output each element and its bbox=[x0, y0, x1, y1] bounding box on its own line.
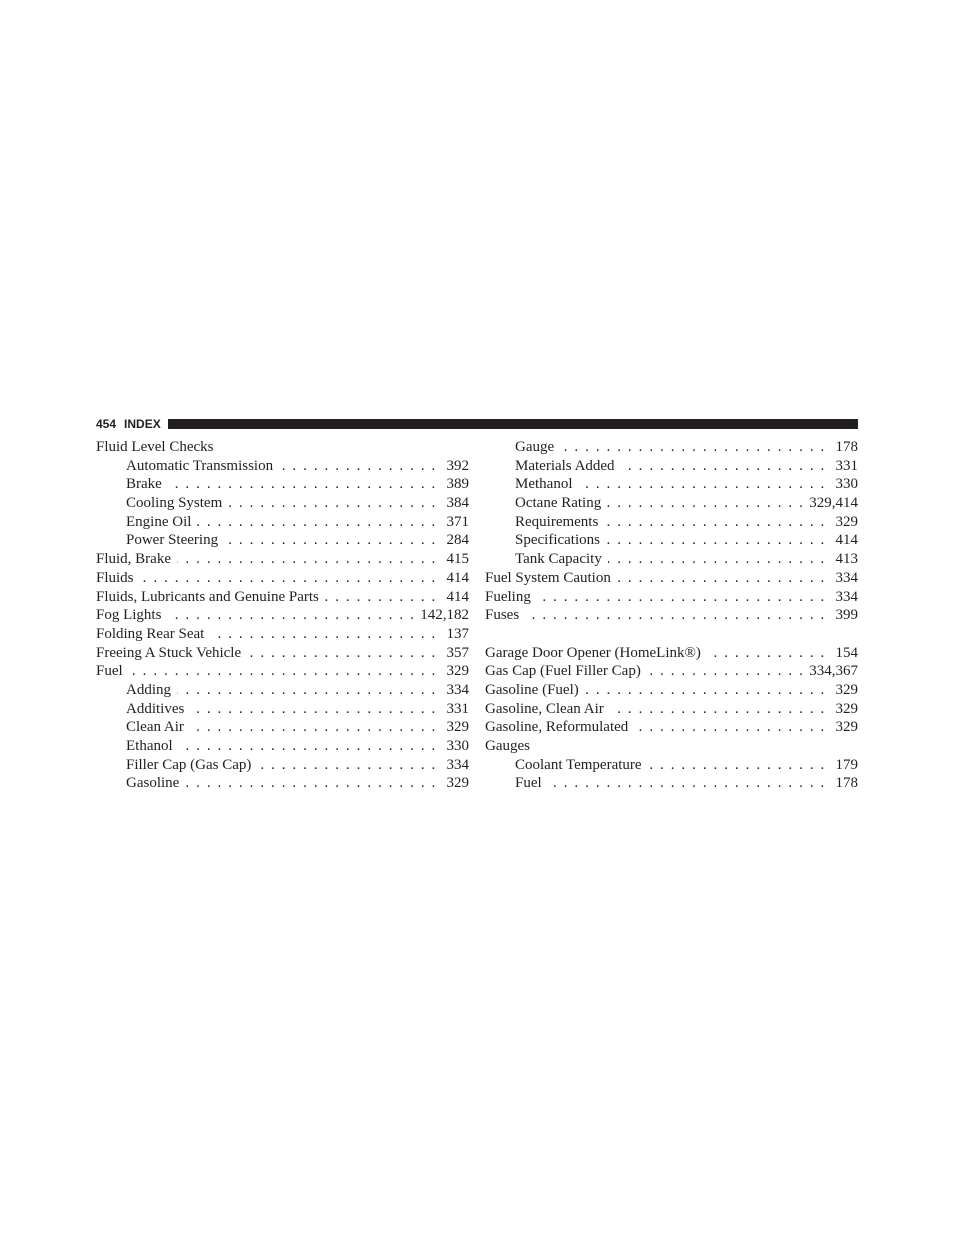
dot-leader bbox=[96, 569, 469, 588]
entry-page-ref: 331 bbox=[442, 700, 470, 719]
entry-page-ref: 334 bbox=[442, 681, 470, 700]
index-entry bbox=[96, 662, 469, 681]
entry-page-ref: 371 bbox=[442, 513, 470, 532]
index-subentry bbox=[485, 475, 858, 494]
index-subentry bbox=[485, 550, 858, 569]
index-subentry bbox=[96, 457, 469, 476]
index-subentry bbox=[485, 774, 858, 793]
entry-page-ref: 329 bbox=[442, 774, 470, 793]
index-subentry bbox=[485, 494, 858, 513]
entry-label: Gasoline, Clean Air bbox=[485, 701, 610, 717]
index-entry bbox=[485, 569, 858, 588]
entry-label: Gasoline bbox=[96, 775, 185, 791]
entry-label: Additives bbox=[96, 701, 190, 717]
entry-page-ref: 329 bbox=[831, 513, 859, 532]
entry-label: Coolant Temperature bbox=[485, 757, 648, 773]
entry-label: Garage Door Opener (HomeLink®) bbox=[485, 645, 707, 661]
entry-page-ref: 142,182 bbox=[415, 606, 469, 625]
entry-label: Gauge bbox=[485, 439, 560, 455]
index-spacer bbox=[485, 625, 858, 644]
entry-label: Clean Air bbox=[96, 719, 190, 735]
entry-label: Fluid Level Checks bbox=[96, 439, 219, 455]
entry-label: Gauges bbox=[485, 738, 536, 754]
entry-page-ref: 334 bbox=[831, 588, 859, 607]
entry-page-ref: 334,367 bbox=[804, 662, 858, 681]
index-column-left bbox=[96, 438, 469, 793]
entry-label: Fluids, Lubricants and Genuine Parts bbox=[96, 589, 325, 605]
entry-label: Engine Oil bbox=[96, 514, 197, 530]
entry-page-ref: 384 bbox=[442, 494, 470, 513]
entry-page-ref: 414 bbox=[442, 588, 470, 607]
entry-page-ref: 330 bbox=[831, 475, 859, 494]
entry-label: Fuel bbox=[485, 775, 548, 791]
entry-label: Ethanol bbox=[96, 738, 179, 754]
entry-label: Fuel System Caution bbox=[485, 570, 617, 586]
index-subentry bbox=[96, 774, 469, 793]
header-rule bbox=[168, 419, 858, 429]
index-subentry bbox=[96, 513, 469, 532]
entry-page-ref: 334 bbox=[831, 569, 859, 588]
entry-page-ref: 329 bbox=[831, 718, 859, 737]
entry-page-ref: 329 bbox=[831, 700, 859, 719]
index-subentry bbox=[485, 438, 858, 457]
index-subentry bbox=[96, 700, 469, 719]
index-subentry bbox=[485, 531, 858, 550]
index-subentry bbox=[485, 756, 858, 775]
entry-page-ref: 329 bbox=[831, 681, 859, 700]
entry-page-ref: 329 bbox=[442, 718, 470, 737]
index-entry bbox=[485, 644, 858, 663]
entry-label: Fluids bbox=[96, 570, 140, 586]
entry-label: Fuel bbox=[96, 663, 129, 679]
index-subentry bbox=[96, 475, 469, 494]
entry-page-ref: 179 bbox=[831, 756, 859, 775]
entry-label: Fuses bbox=[485, 607, 525, 623]
running-header bbox=[96, 417, 858, 431]
entry-label: Automatic Transmission bbox=[96, 458, 279, 474]
section-title: INDEX bbox=[124, 417, 161, 431]
entry-label: Power Steering bbox=[96, 532, 224, 548]
entry-page-ref: 334 bbox=[442, 756, 470, 775]
entry-label: Octane Rating bbox=[485, 495, 607, 511]
entry-page-ref: 329,414 bbox=[804, 494, 858, 513]
index-entry bbox=[96, 588, 469, 607]
entry-page-ref: 413 bbox=[831, 550, 859, 569]
entry-page-ref: 389 bbox=[442, 475, 470, 494]
entry-page-ref: 414 bbox=[831, 531, 859, 550]
entry-page-ref: 284 bbox=[442, 531, 470, 550]
index-subentry bbox=[96, 531, 469, 550]
index-entry bbox=[96, 644, 469, 663]
index-entry bbox=[485, 606, 858, 625]
entry-page-ref: 357 bbox=[442, 644, 470, 663]
index-entry bbox=[485, 588, 858, 607]
index-entry bbox=[485, 662, 858, 681]
page-number: 454 bbox=[96, 417, 117, 431]
index-entry bbox=[485, 681, 858, 700]
entry-label: Tank Capacity bbox=[485, 551, 608, 567]
index-entry bbox=[485, 718, 858, 737]
entry-label: Specifications bbox=[485, 532, 606, 548]
index-entry bbox=[96, 625, 469, 644]
entry-label: Brake bbox=[96, 476, 168, 492]
entry-label: Filler Cap (Gas Cap) bbox=[96, 757, 257, 773]
entry-label: Fog Lights bbox=[96, 607, 167, 623]
entry-label: Adding bbox=[96, 682, 177, 698]
entry-page-ref: 415 bbox=[442, 550, 470, 569]
index-entry bbox=[485, 737, 858, 756]
entry-page-ref: 331 bbox=[831, 457, 859, 476]
entry-label: Gasoline, Reformulated bbox=[485, 719, 634, 735]
index-entry bbox=[485, 700, 858, 719]
dot-leader bbox=[485, 588, 858, 607]
index-entry bbox=[96, 606, 469, 625]
entry-label: Freeing A Stuck Vehicle bbox=[96, 645, 247, 661]
entry-page-ref: 330 bbox=[442, 737, 470, 756]
entry-label: Methanol bbox=[485, 476, 579, 492]
entry-page-ref: 399 bbox=[831, 606, 859, 625]
index-entry bbox=[96, 569, 469, 588]
index-subentry bbox=[96, 737, 469, 756]
entry-label: Gasoline (Fuel) bbox=[485, 682, 585, 698]
entry-page-ref: 329 bbox=[442, 662, 470, 681]
entry-label: Fluid, Brake bbox=[96, 551, 177, 567]
index-subentry bbox=[96, 756, 469, 775]
index-entry bbox=[96, 550, 469, 569]
entry-page-ref: 137 bbox=[442, 625, 470, 644]
index-entry bbox=[96, 438, 469, 457]
entry-label: Materials Added bbox=[485, 458, 621, 474]
index-subentry bbox=[96, 494, 469, 513]
entry-label: Gas Cap (Fuel Filler Cap) bbox=[485, 663, 647, 679]
index-subentry bbox=[96, 718, 469, 737]
entry-page-ref: 178 bbox=[831, 438, 859, 457]
index-subentry bbox=[485, 457, 858, 476]
index-column-right bbox=[485, 438, 858, 793]
entry-label: Cooling System bbox=[96, 495, 228, 511]
entry-label: Folding Rear Seat bbox=[96, 626, 210, 642]
entry-page-ref: 178 bbox=[831, 774, 859, 793]
index-subentry bbox=[96, 681, 469, 700]
entry-label: Fueling bbox=[485, 589, 537, 605]
dot-leader bbox=[485, 606, 858, 625]
entry-page-ref: 392 bbox=[442, 457, 470, 476]
entry-label: Requirements bbox=[485, 514, 604, 530]
entry-page-ref: 414 bbox=[442, 569, 470, 588]
entry-page-ref: 154 bbox=[831, 644, 859, 663]
index-subentry bbox=[485, 513, 858, 532]
dot-leader bbox=[96, 662, 469, 681]
